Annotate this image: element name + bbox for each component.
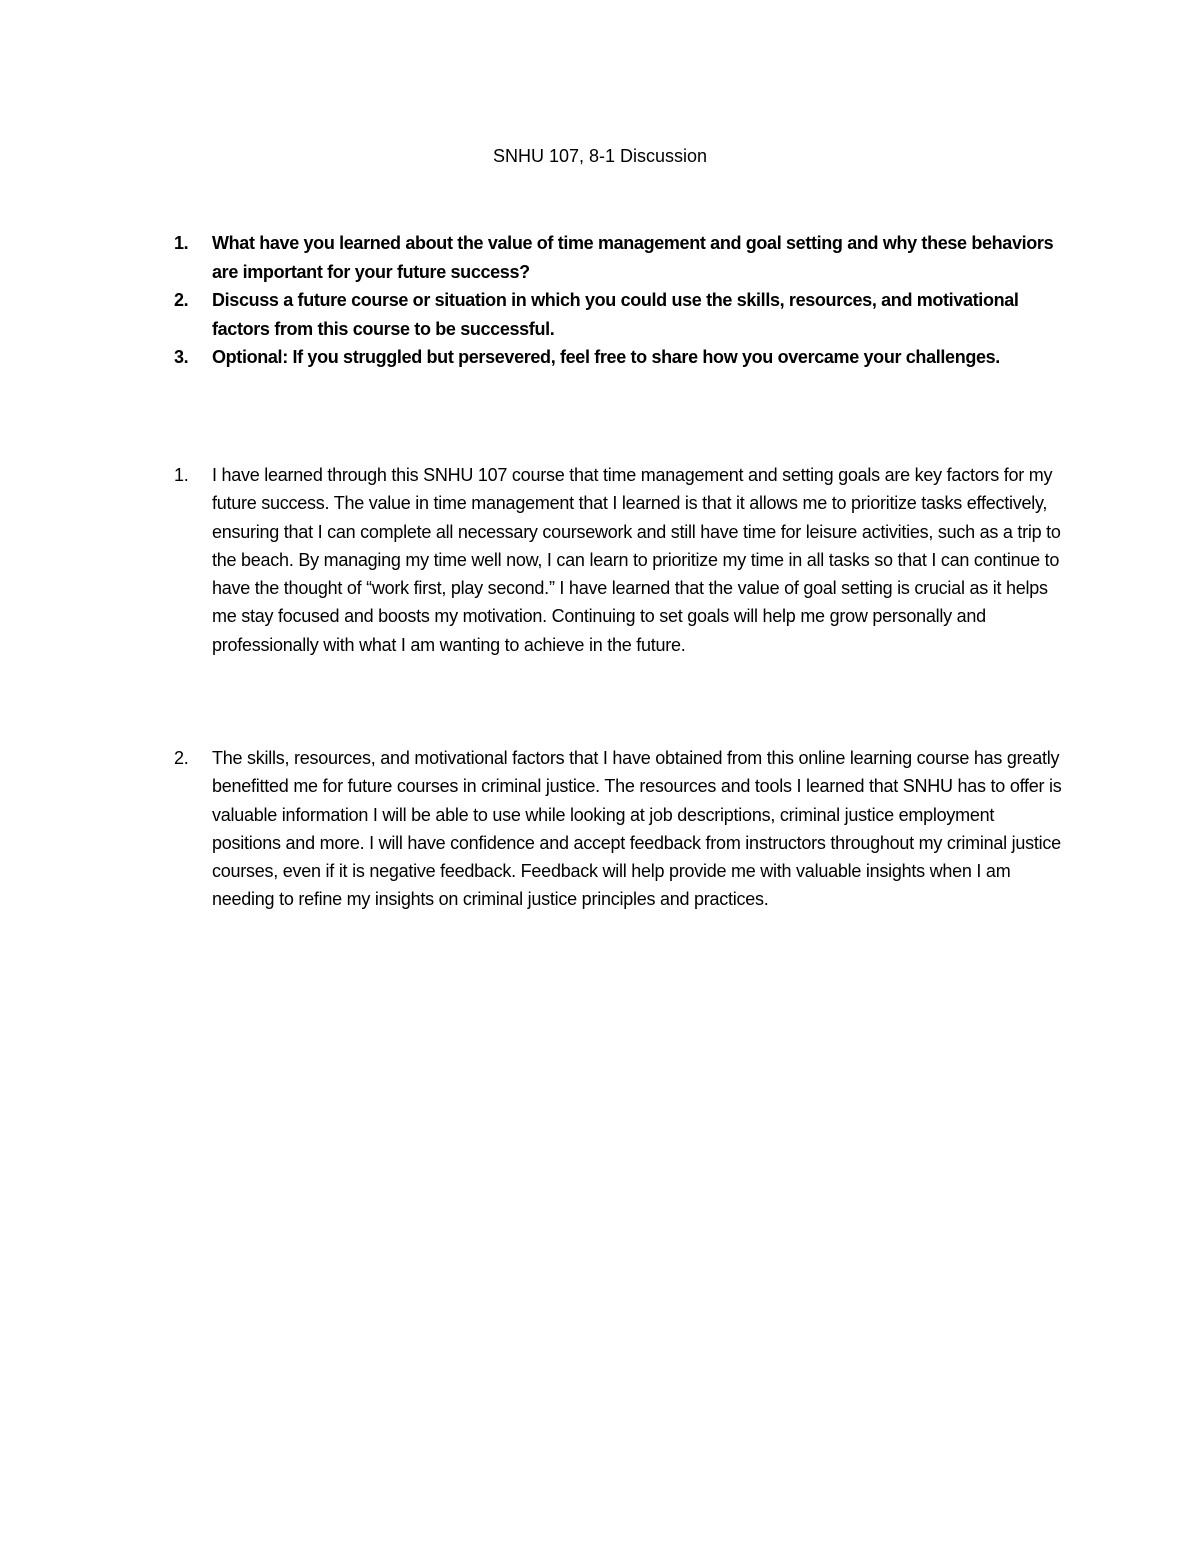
question-text: Optional: If you struggled but persevered, feel free to share how you overcame your challenges.: [212, 347, 1000, 367]
answer-item: [0, 461, 1062, 659]
answer-text: The skills, resources, and motivational factors that I have obtained from this online learning course has greatly benefitted me for future courses in criminal justice. The resources and tools I learned that SNHU has to offer is valuable information I will be able to use while looking at job descriptions, criminal justice employment positions and more. I will have confidence and accept feedback from instructors throughout my criminal justice courses, even if it is negative feedback. Feedback will help provide me with valuable insights when I am needing to refine my insights on criminal justice principles and practices.: [212, 748, 1062, 910]
answer-list: [0, 461, 1062, 659]
answer-text: I have learned through this SNHU 107 course that time management and setting goals are key factors for my future success. The value in time management that I learned is that it allows me to prioritize tasks effectively, ensuring that I can complete all necessary coursework and still have time for leisure activities, such as a trip to the beach. By managing my time well now, I can learn to prioritize my time in all tasks so that I can continue to have the thought of “work first, play second.” I have learned that the value of goal setting is crucial as it helps me stay focused and boosts my motivation. Continuing to set goals will help me grow personally and professionally with what I am wanting to achieve in the future.: [212, 465, 1061, 655]
question-item: [0, 229, 1062, 286]
question-text: What have you learned about the value of time management and goal setting and why these behaviors are important for your future success?: [212, 233, 1054, 282]
answer-number: 1.: [174, 465, 189, 485]
answer-item: [0, 744, 1062, 914]
question-list: [0, 229, 1062, 372]
document-title: SNHU 107, 8-1 Discussion: [492, 146, 708, 166]
question-number: 2.: [174, 290, 189, 310]
answer-list: [0, 744, 1062, 914]
question-item: [0, 286, 1062, 343]
question-item: [0, 343, 1062, 372]
answer-number: 2.: [174, 748, 189, 768]
question-text: Discuss a future course or situation in which you could use the skills, resources, and motivational factors from this course to be successful.: [212, 290, 1019, 339]
question-number: 3.: [174, 347, 189, 367]
question-number: 1.: [174, 233, 189, 253]
